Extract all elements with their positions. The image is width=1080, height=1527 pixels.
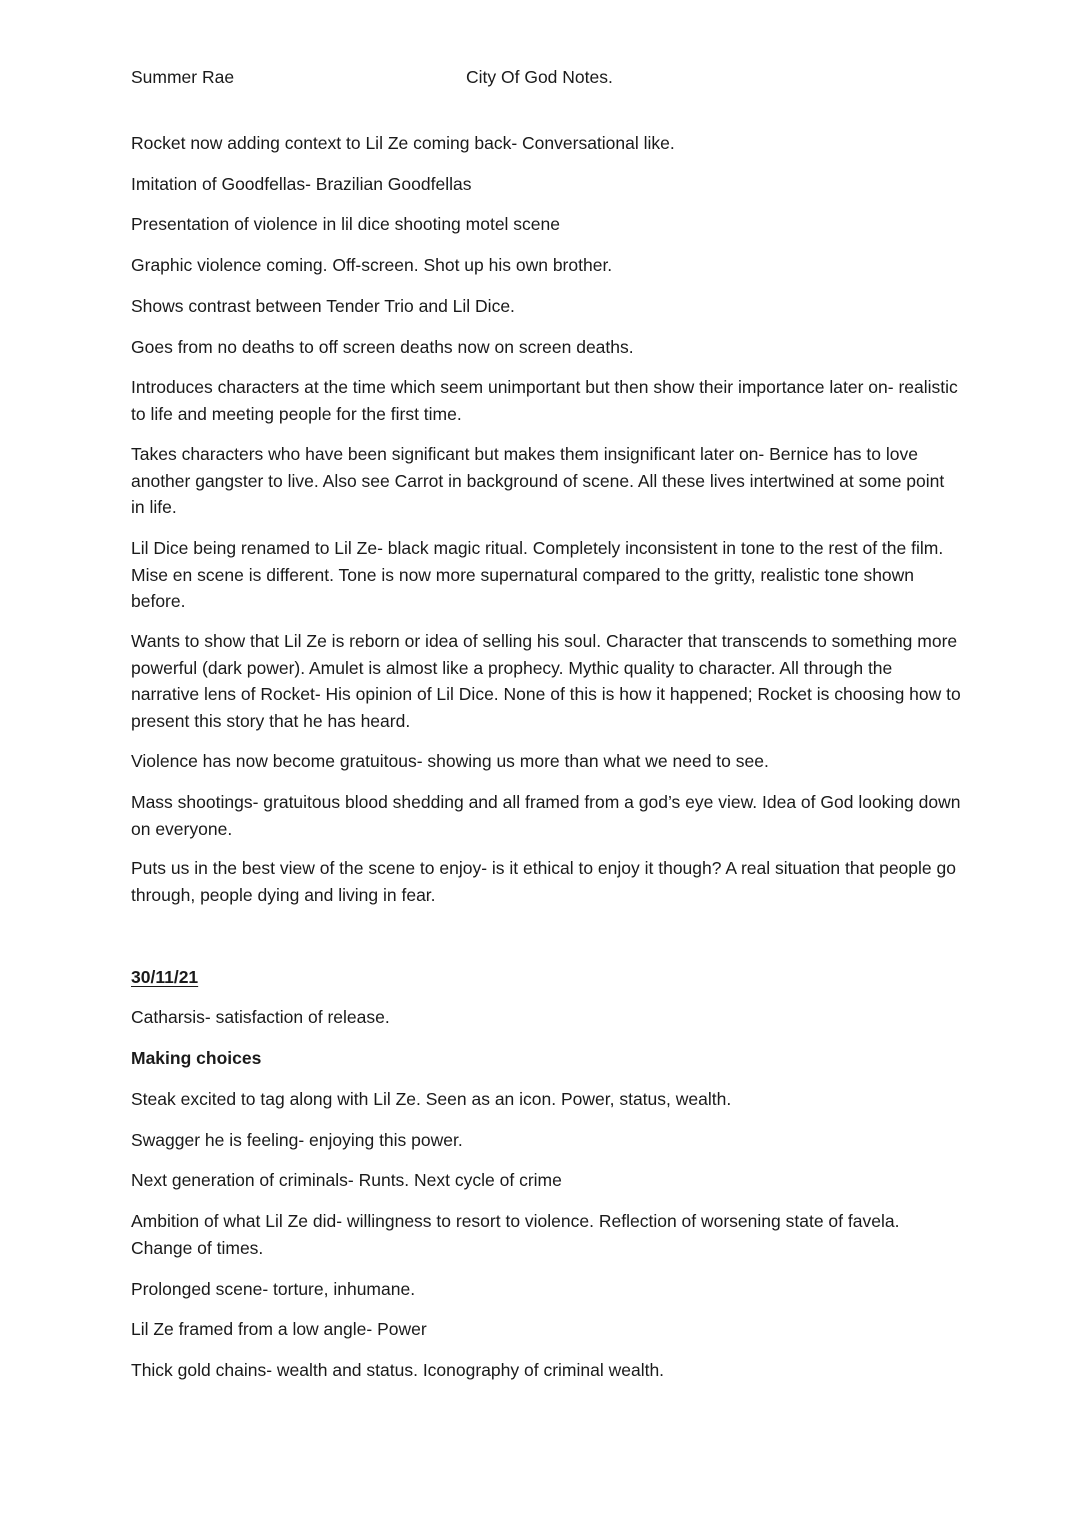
note-paragraph: Presentation of violence in lil dice shooting motel scene xyxy=(131,214,560,234)
note-paragraph: Wants to show that Lil Ze is reborn or idea of selling his soul. Character that transcends to something more powerful (dark power). Amulet is almost like a prophecy. Mythic quality to character. All through the narrative lens of Rocket- His opinion of Lil Dice. None of this is how it happened; Rocket is choosing how to present this story that he has heard. xyxy=(131,631,961,731)
note-paragraph: Ambition of what Lil Ze did- willingness to resort to violence. Reflection of worsening state of favela. Change of times. xyxy=(131,1211,900,1258)
section-heading: Making choices xyxy=(131,1048,262,1068)
note-paragraph: Steak excited to tag along with Lil Ze. Seen as an icon. Power, status, wealth. xyxy=(131,1089,732,1109)
note-paragraph: Next generation of criminals- Runts. Next cycle of crime xyxy=(131,1170,562,1190)
note-paragraph: Imitation of Goodfellas- Brazilian Goodfellas xyxy=(131,174,472,194)
note-paragraph: Lil Ze framed from a low angle- Power xyxy=(131,1319,427,1339)
note-paragraph: Rocket now adding context to Lil Ze coming back- Conversational like. xyxy=(131,133,675,153)
note-paragraph: Violence has now become gratuitous- showing us more than what we need to see. xyxy=(131,751,769,771)
header-title: City Of God Notes. xyxy=(466,67,613,87)
section-date: 30/11/21 xyxy=(131,967,199,987)
note-paragraph: Shows contrast between Tender Trio and Lil Dice. xyxy=(131,296,515,316)
header-author: Summer Rae xyxy=(131,67,235,87)
note-paragraph: Introduces characters at the time which seem unimportant but then show their importance later on- realistic to life and meeting people for the first time. xyxy=(131,377,958,424)
note-paragraph: Prolonged scene- torture, inhumane. xyxy=(131,1279,416,1299)
note-paragraph: Goes from no deaths to off screen deaths now on screen deaths. xyxy=(131,337,634,357)
note-paragraph: Swagger he is feeling- enjoying this power. xyxy=(131,1130,463,1150)
note-paragraph: Mass shootings- gratuitous blood shedding and all framed from a god’s eye view. Idea of God looking down on everyone. xyxy=(131,792,961,839)
note-paragraph: Graphic violence coming. Off-screen. Shot up his own brother. xyxy=(131,255,613,275)
note-paragraph: Lil Dice being renamed to Lil Ze- black magic ritual. Completely inconsistent in tone to the rest of the film. Mise en scene is different. Tone is now more supernatural compared to the gritty, realistic tone shown before. xyxy=(131,538,944,611)
note-paragraph: Thick gold chains- wealth and status. Iconography of criminal wealth. xyxy=(131,1360,665,1380)
note-paragraph: Puts us in the best view of the scene to enjoy- is it ethical to enjoy it though? A real situation that people go through, people dying and living in fear. xyxy=(131,858,956,905)
note-paragraph: Takes characters who have been significant but makes them insignificant later on- Bernice has to love another gangster to live. Also see Carrot in background of scene. All these lives intertwined at some point in life. xyxy=(131,444,945,517)
note-paragraph: Catharsis- satisfaction of release. xyxy=(131,1007,390,1027)
